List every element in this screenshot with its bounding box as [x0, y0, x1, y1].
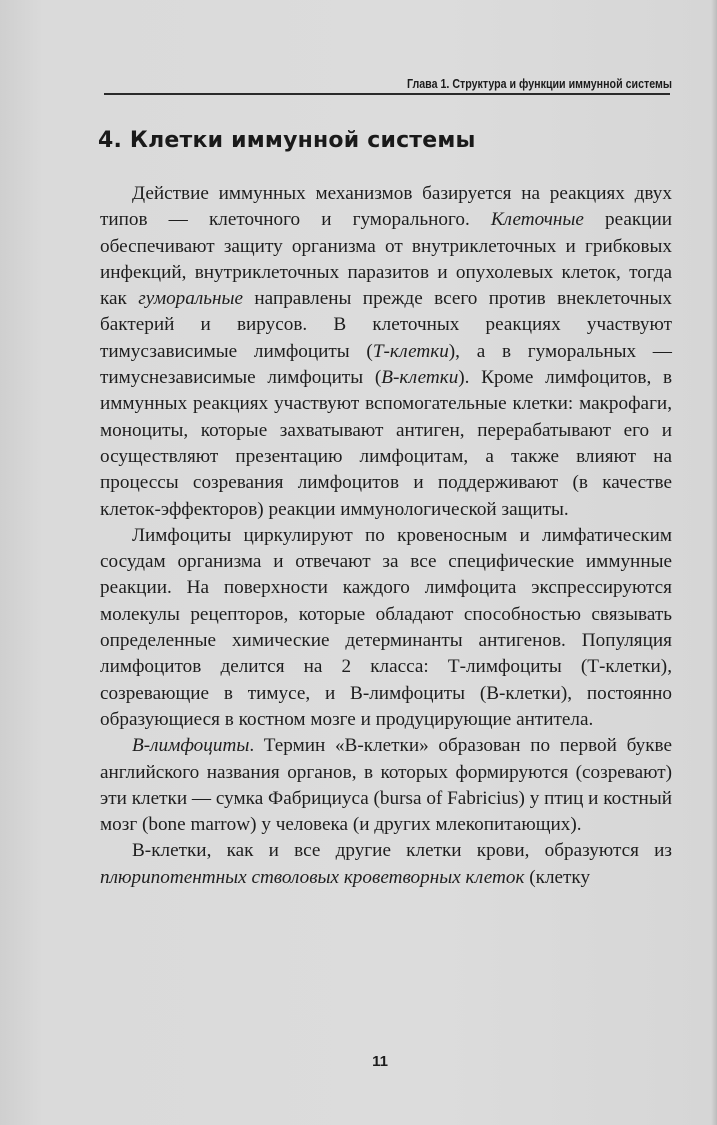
italic-term: Т-клетки [372, 340, 449, 362]
paragraph [100, 733, 672, 838]
paragraph [100, 181, 672, 523]
text-run: направлены прежде всего против внеклеточных бактерий и вирусов. В клеточных реакциях участвуют тимусзависимые лимфоциты ( [100, 288, 672, 362]
paragraph [100, 838, 672, 891]
italic-term: плюрипотентных стволовых кроветворных клеток [100, 866, 525, 888]
paragraph [100, 523, 672, 733]
italic-term: В-лимфоциты [132, 735, 250, 757]
text-run: ), а в гуморальных — тимуснезависимые лимфоциты ( [100, 340, 672, 389]
text-run: (клетку [524, 866, 591, 888]
header-rule [104, 93, 670, 95]
text-run: реакции обеспечивают защиту организма от внутриклеточных и грибковых инфекций, внутриклеточных паразитов и опухолевых клеток, тогда как [100, 209, 672, 310]
running-head: Глава 1. Структура и функции иммунной системы [406, 76, 672, 91]
page-edge-shadow [711, 0, 717, 1125]
text-run: В-клетки, как и все другие клетки крови, образуются из [132, 840, 672, 862]
text-run: . Термин «В-клетки» образован по первой букве английского названия органов, в которых формируются (созревают) эти клетки — сумка Фабрициуса (bursa of Fabricius) у птиц и костный мозг (bone marrow) у человека (и других млекопитающих). [100, 735, 672, 836]
page-number: 11 [372, 1053, 388, 1070]
italic-term: В-клетки [381, 367, 459, 389]
text-run: ). Кроме лимфоцитов, в иммунных реакциях участвуют вспомогательные клетки: макрофаги, моноциты, которые захватывают антиген, перерабатывают его и осуществляют презентацию лимфоцитам, а также влияют на процессы созревания лимфоцитов и поддерживают (в качестве клеток-эффекторов) реакции иммунологической защиты. [100, 367, 673, 520]
section-title: 4. Клетки иммунной системы [98, 128, 476, 153]
italic-term: гуморальные [138, 288, 243, 310]
text-run: Лимфоциты циркулируют по кровеносным и лимфатическим сосудам организма и отвечают за все специфические иммунные реакции. На поверхности каждого лимфоцита экспрессируются молекулы рецепторов, которые обладают способностью связывать определенные химические детерминанты антигенов. Популяция лимфоцитов делится на 2 класса: Т-лимфоциты (Т-клетки), созревающие в тимусе, и В-лимфоциты (В-клетки), постоянно образующиеся в костном мозге и продуцирующие антитела. [100, 524, 672, 730]
body-text [100, 181, 672, 891]
italic-term: Клеточные [490, 209, 584, 231]
text-run: Действие иммунных механизмов базируется на реакциях двух типов — клеточного и гуморального. [100, 183, 672, 231]
